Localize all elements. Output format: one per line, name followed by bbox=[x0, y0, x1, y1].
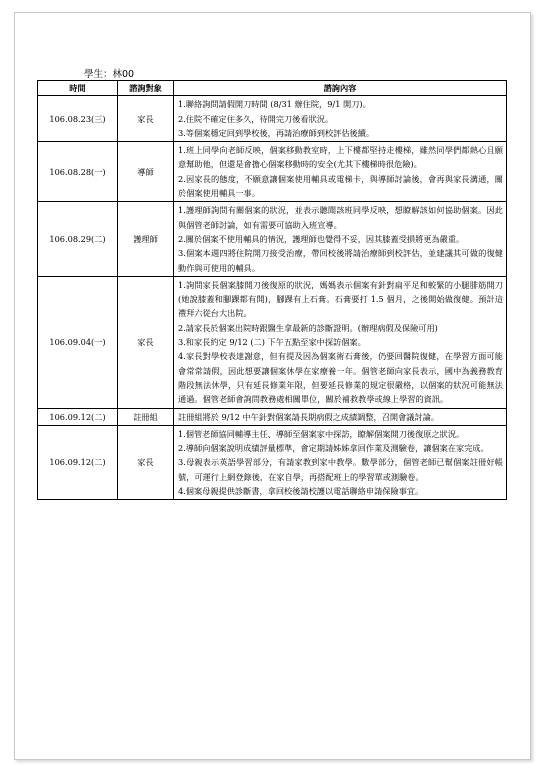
row-target: 家長 bbox=[118, 96, 174, 142]
content-item: 2.住院不確定住多久，待開完刀後看狀況。 bbox=[178, 113, 334, 124]
row-content bbox=[174, 408, 507, 425]
row-time: 106.08.23(三) bbox=[38, 96, 118, 142]
content-item: 4.個案母親提供診斷書，拿回校後請校護以電話聯絡申請保險事宜。 bbox=[178, 486, 424, 497]
table-row bbox=[38, 276, 507, 408]
content-item: 3.和家長約定 9/12 (二) 下午五點至家中探訪個案。 bbox=[178, 337, 366, 348]
header-content: 諮詢內容 bbox=[174, 81, 507, 96]
header-time: 時間 bbox=[38, 81, 118, 96]
content-item: 3.母親表示英語學習部分，有請家教到家中教學。數學部分，個管老師已幫個案註冊好帳號，可運行上網登錄後，在家自學，再搭配班上的學習單或測驗卷。 bbox=[178, 457, 503, 482]
student-name-label: 學生：林00 bbox=[84, 69, 135, 80]
content-item: 1.聯絡詢問請假開刀時間 (8/31 辦住院，9/1 開刀)。 bbox=[178, 99, 371, 110]
table-header-row bbox=[38, 81, 507, 96]
content-item: 3.等個案穩定回到學校後，再請治療師到校評估後續。 bbox=[178, 127, 375, 138]
table-row bbox=[38, 408, 507, 425]
row-content bbox=[174, 96, 507, 142]
content-item: 4.家長對學校表達謝意，但有提及因為個案術石膏後，仍要回醫院復健，在學習方面可能會常常請假，因此想要讓個案休學在家療養一年。個管老師向家長表示，國中為義務教育階段無法休學，只有延長修業年限，但要延長修業的規定很嚴格，以個案的狀況可能無法通過。個管老師會詢問教務處相關單位，關於補救教學或線上學習的資訊。 bbox=[178, 351, 503, 405]
content-item: 1.詢問家長個案膝開刀後復原的狀況，媽媽表示個案有針對扁平足和較緊的小腿腓筋開刀 (她說膝蓋和腳踝都有開)，腳踝有上石膏。石膏要打 1.5 個月，之後開始做復健。預計這禮拜六從台大出院。 bbox=[178, 279, 503, 319]
content-item: 註冊組將於 9/12 中午針對個案請長期病假之成績調整，召開會議討論。 bbox=[178, 411, 440, 422]
content-item: 2.關於個案不使用輔具的情況，護理師也覺得不妥，因其膝蓋受損將更為嚴重。 bbox=[178, 233, 465, 244]
row-time: 106.09.12(二) bbox=[38, 425, 118, 499]
content-item: 1.個管老師協同輔導主任、導師至個案家中探訪，瞭解個案開刀後復原之狀況。 bbox=[178, 428, 465, 439]
row-time: 106.08.29(二) bbox=[38, 202, 118, 276]
row-target: 導師 bbox=[118, 142, 174, 202]
content-item: 2.導師向個案說明成績評量標準，會定期請姊姊拿回作業及測驗卷，讓個案在家完成。 bbox=[178, 443, 489, 454]
row-content bbox=[174, 425, 507, 499]
row-time: 106.09.12(二) bbox=[38, 408, 118, 425]
row-content bbox=[174, 202, 507, 276]
row-content bbox=[174, 276, 507, 408]
table-row bbox=[38, 425, 507, 499]
row-time: 106.08.28(一) bbox=[38, 142, 118, 202]
content-item: 1.護理師詢問有關個案的狀況，並表示聽聞該班同學反映，想瞭解該如何協助個案。因此與個管老師討論，如有需要可協助入班宣導。 bbox=[178, 205, 503, 230]
header-target: 諮詢對象 bbox=[118, 81, 174, 96]
consultation-log-table bbox=[37, 80, 507, 500]
row-target: 護理師 bbox=[118, 202, 174, 276]
table-row bbox=[38, 202, 507, 276]
table-row bbox=[38, 142, 507, 202]
content-item: 1.班上同學向老師反映，個案移動教室時，上下樓都堅持走樓梯，雖然同學們都熱心且願意幫助他，但還是會擔心個案移動時的安全(尤其下樓梯時很危險)。 bbox=[178, 145, 503, 170]
row-target: 家長 bbox=[118, 276, 174, 408]
row-time: 106.09.04(一) bbox=[38, 276, 118, 408]
content-item: 2.請家長於個案出院時跟醫生拿最新的診斷證明。(辦理病假及保險可用) bbox=[178, 322, 438, 333]
row-target: 註冊組 bbox=[118, 408, 174, 425]
table-row bbox=[38, 96, 507, 142]
content-item: 3.個案本週四將住院開刀接受治療，帶回校後將請治療師到校評估，並建議其可做的復健動作與可使用的輔具。 bbox=[178, 248, 503, 273]
content-item: 2.因家長的態度，不願意讓個案使用輔具或電梯卡，與導師討論後，會再與家長溝通，關於個案使用輔具一事。 bbox=[178, 173, 503, 199]
row-target: 家長 bbox=[118, 425, 174, 499]
row-content bbox=[174, 142, 507, 202]
